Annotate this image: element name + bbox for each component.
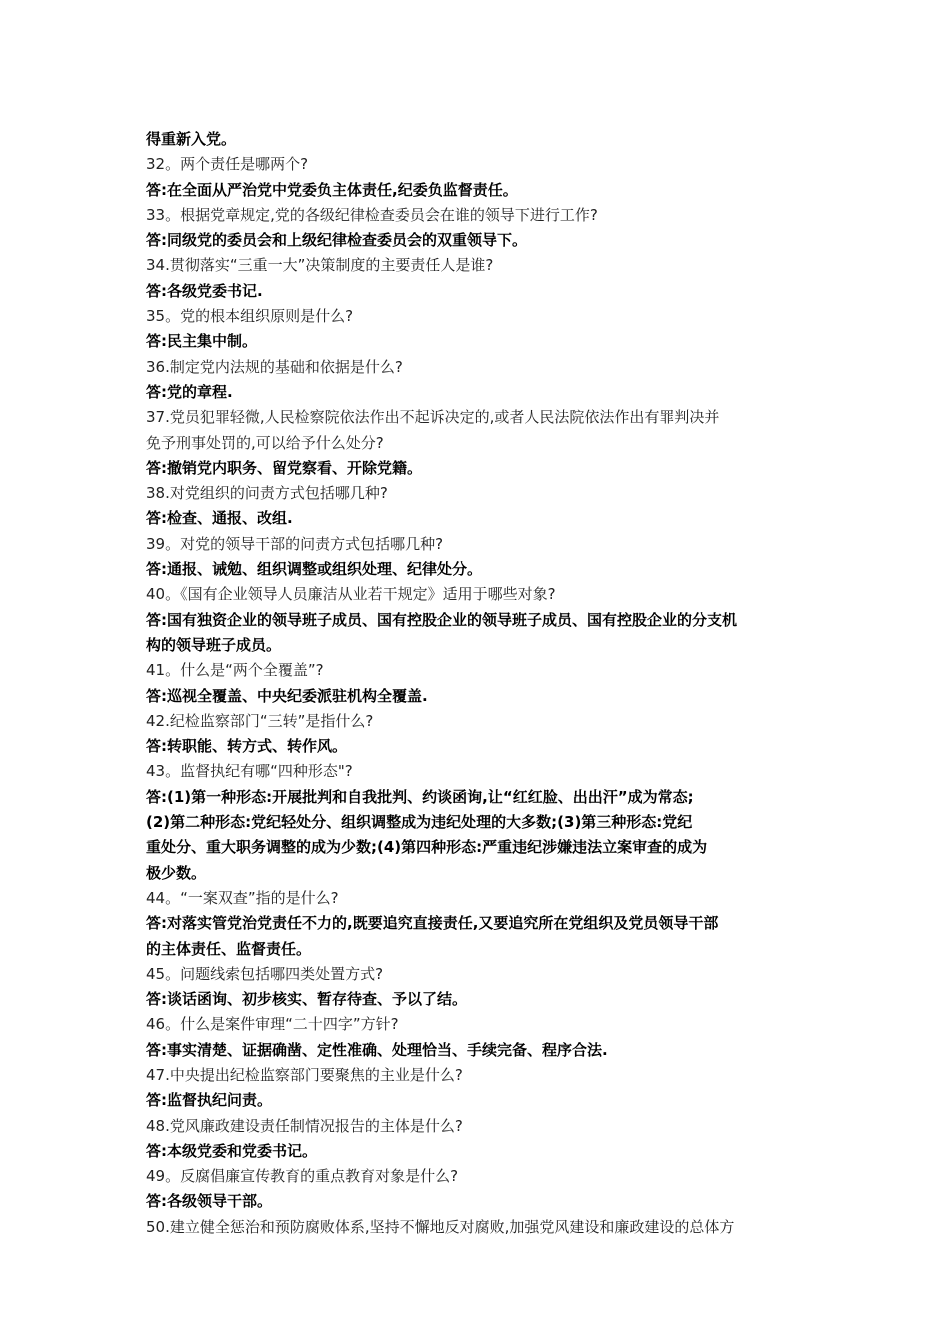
- question-line: 44。“一案双查”指的是什么?: [146, 888, 339, 907]
- answer-line: 答:谈话函询、初步核实、暂存待查、予以了结。: [146, 990, 468, 1009]
- answer-line: 重处分、重大职务调整的成为少数;(4)第四种形态:严重违纪涉嫌违法立案审查的成为: [146, 838, 708, 857]
- question-line: 34.贯彻落实“三重一大”决策制度的主要责任人是谁?: [146, 256, 494, 275]
- answer-line: 答:撤销党内职务、留党察看、开除党籍。: [146, 458, 423, 477]
- answer-line: 构的领导班子成员。: [146, 635, 282, 654]
- question-line: 49。反腐倡廉宣传教育的重点教育对象是什么?: [146, 1167, 459, 1186]
- answer-line: 的主体责任、监督责任。: [146, 939, 312, 958]
- question-line: 39。对党的领导干部的问责方式包括哪几种?: [146, 534, 444, 553]
- answer-line: 得重新入党。: [146, 130, 237, 148]
- question-line: 33。根据党章规定,党的各级纪律检查委员会在谁的领导下进行工作?: [146, 205, 598, 224]
- answer-line: 答:同级党的委员会和上级纪律检查委员会的双重领导下。: [146, 231, 528, 250]
- document-body: [146, 127, 810, 1240]
- answer-line: 答:本级党委和党委书记。: [146, 1141, 317, 1160]
- answer-line: 答:对落实管党治党责任不力的,既要追究直接责任,又要追究所在党组织及党员领导干部: [146, 914, 719, 933]
- question-line: 免予刑事处罚的,可以给予什么处分?: [146, 433, 384, 452]
- question-line: 35。党的根本组织原则是什么?: [146, 307, 354, 326]
- question-line: 48.党风廉政建设责任制情况报告的主体是什么?: [146, 1116, 463, 1135]
- question-line: 42.纪检监察部门“三转”是指什么?: [146, 711, 374, 730]
- answer-line: 答:在全面从严治党中党委负主体责任,纪委负监督责任。: [146, 180, 518, 199]
- answer-line: 答:事实清楚、证据确凿、定性准确、处理恰当、手续完备、程序合法.: [146, 1040, 608, 1059]
- answer-line: 答:民主集中制。: [146, 332, 257, 351]
- answer-line: 答:检查、通报、改组.: [146, 509, 293, 528]
- question-line: 40。《国有企业领导人员廉洁从业若干规定》适用于哪些对象?: [146, 585, 556, 604]
- question-line: 47.中央提出纪检监察部门要聚焦的主业是什么?: [146, 1065, 463, 1084]
- answer-line: 答:(1)第一种形态:开展批判和自我批判、约谈函询,让“红红脸、出出汗”成为常态;: [146, 787, 694, 806]
- answer-line: 答:各级党委书记.: [146, 281, 263, 300]
- question-line: 50.建立健全惩治和预防腐败体系,坚持不懈地反对腐败,加强党风建设和廉政建设的总体方: [146, 1217, 735, 1236]
- answer-line: 答:监督执纪问责。: [146, 1091, 272, 1110]
- question-line: 41。什么是“两个全覆盖”?: [146, 661, 324, 680]
- question-line: 37.党员犯罪轻微,人民检察院依法作出不起诉决定的,或者人民法院依法作出有罪判决并: [146, 408, 720, 427]
- question-line: 46。什么是案件审理“二十四字”方针?: [146, 1015, 399, 1034]
- answer-line: 答:巡视全覆盖、中央纪委派驻机构全覆盖.: [146, 686, 428, 705]
- answer-line: 答:党的章程.: [146, 382, 233, 401]
- question-line: 36.制定党内法规的基础和依据是什么?: [146, 357, 403, 376]
- question-line: 32。两个责任是哪两个?: [146, 155, 309, 174]
- answer-line: 极少数。: [146, 863, 207, 882]
- question-line: 38.对党组织的问责方式包括哪几种?: [146, 484, 388, 503]
- answer-line: (2)第二种形态:党纪轻处分、组织调整成为违纪处理的大多数;(3)第三种形态:党纪: [146, 813, 693, 832]
- question-line: 45。问题线索包括哪四类处置方式?: [146, 964, 384, 983]
- answer-line: 答:国有独资企业的领导班子成员、国有控股企业的领导班子成员、国有控股企业的分支机: [146, 610, 738, 629]
- question-line: 43。监督执纪有哪“四种形态"?: [146, 762, 353, 781]
- answer-line: 答:转职能、转方式、转作风。: [146, 737, 347, 756]
- answer-line: 答:各级领导干部。: [146, 1192, 272, 1211]
- answer-line: 答:通报、诫勉、组织调整或组织处理、纪律处分。: [146, 560, 483, 579]
